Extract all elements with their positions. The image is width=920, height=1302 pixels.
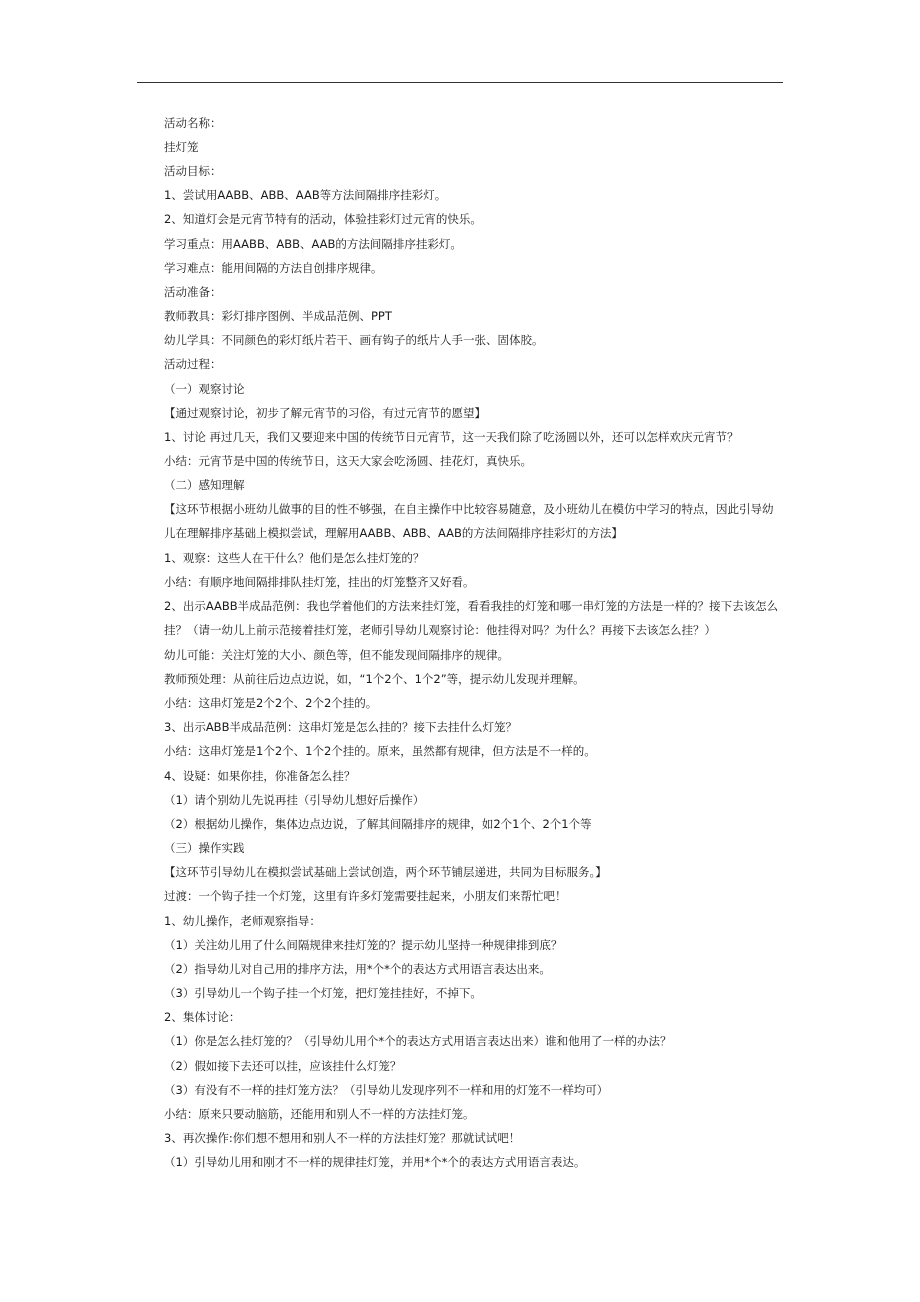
text-line: 过渡：一个钩子挂一个灯笼，这里有许多灯笼需要挂起来，小朋友们来帮忙吧！ [164,889,567,903]
text-line: （2）根据幼儿操作，集体边点边说，了解其间隔排序的规律，如2个1个、2个1个等 [164,817,592,831]
text-line: （一）观察讨论 [164,382,245,396]
text-line: 小结：元宵节是中国的传统节日，这天大家会吃汤圆、挂花灯，真快乐。 [164,454,532,468]
text-line: 挂灯笼 [164,140,199,154]
text-line: 活动过程： [164,357,222,371]
text-line: 活动准备： [164,285,222,299]
text-line: 【通过观察讨论，初步了解元宵节的习俗，有过元宵节的愿望】 [164,406,486,420]
text-line: 1、幼儿操作，老师观察指导： [164,914,321,928]
text-line: （1）请个别幼儿先说再挂（引导幼儿想好后操作） [164,793,425,807]
text-line: 教师教具：彩灯排序图例、半成品范例、PPT [164,309,392,323]
text-line: 1、讨论 再过几天，我们又要迎来中国的传统节日元宵节，这一天我们除了吃汤圆以外，还可以怎样欢庆元宵节？ [164,430,739,444]
text-paragraph: 2、出示AABB半成品范例：我也学着他们的方法来挂灯笼，看看我挂的灯笼和哪一串灯笼的方法是一样的？接下去该怎么挂？（请一幼儿上前示范接着挂灯笼，老师引导幼儿观察讨论：他挂得对吗？为什么？再接下去该怎么挂？） [164,599,779,638]
text-line: 4、设疑：如果你挂，你准备怎么挂？ [164,769,356,783]
text-line: 幼儿学具：不同颜色的彩灯纸片若干、画有钩子的纸片人手一张、固体胶。 [164,333,544,347]
text-line: 小结：这串灯笼是1个2个、1个2个挂的。原来，虽然都有规律，但方法是不一样的。 [164,744,596,758]
text-line: 活动目标： [164,164,222,178]
text-line: 学习难点：能用间隔的方法自创排序规律。 [164,261,383,275]
text-line: 【这环节引导幼儿在模拟尝试基础上尝试创造，两个环节铺层递进，共同为目标服务。】 [164,865,607,879]
text-line: （1）你是怎么挂灯笼的？（引导幼儿用个*个的表达方式用语言表达出来）谁和他用了一样的办法？ [164,1034,672,1048]
text-line: 1、观察：这些人在干什么？他们是怎么挂灯笼的？ [164,551,425,565]
text-paragraph: 【这环节根据小班幼儿做事的目的性不够强，在自主操作中比较容易随意，及小班幼儿在模仿中学习的特点，因此引导幼儿在理解排序基础上模拟尝试，理解用AABB、ABB、AAB的方法间隔排序挂彩灯的方法】 [164,502,774,541]
text-line: 小结：有顺序地间隔排排队挂灯笼，挂出的灯笼整齐又好看。 [164,575,475,589]
text-line: （2）假如接下去还可以挂，应该挂什么灯笼？ [164,1059,402,1073]
text-line: 教师预处理：从前往后边点边说，如，“1个2个、1个2”等，提示幼儿发现并理解。 [164,672,585,686]
header-rule [137,82,783,83]
text-line: （2）指导幼儿对自己用的排序方法，用*个*个的表达方式用语言表达出来。 [164,962,551,976]
text-line: 幼儿可能：关注灯笼的大小、颜色等，但不能发现间隔排序的规律。 [164,648,509,662]
text-line: （二）感知理解 [164,478,245,492]
text-line: 学习重点：用AABB、ABB、AAB的方法间隔排序挂彩灯。 [164,237,462,251]
text-line: 3、再次操作:你们想不想用和别人不一样的方法挂灯笼？那就试试吧！ [164,1131,521,1145]
text-line: 2、集体讨论： [164,1010,241,1024]
text-line: 活动名称： [164,116,222,130]
text-line: （三）操作实践 [164,841,245,855]
text-line: 2、知道灯会是元宵节特有的活动，体验挂彩灯过元宵的快乐。 [164,212,482,226]
text-line: 小结：原来只要动脑筋，还能用和别人不一样的方法挂灯笼。 [164,1107,475,1121]
text-line: （1）引导幼儿用和刚才不一样的规律挂灯笼，并用*个*个的表达方式用语言表达。 [164,1155,586,1169]
text-line: 小结：这串灯笼是2个2个、2个2个挂的。 [164,696,378,710]
text-line: （3）引导幼儿一个钩子挂一个灯笼，把灯笼挂挂好，不掉下。 [164,986,482,1000]
text-line: （3）有没有不一样的挂灯笼方法？（引导幼儿发现序列不一样和用的灯笼不一样均可） [164,1083,609,1097]
text-line: （1）关注幼儿用了什么间隔规律来挂灯笼的？提示幼儿坚持一种规律排到底？ [164,938,563,952]
text-line: 3、出示ABB半成品范例：这串灯笼是怎么挂的？接下去挂什么灯笼？ [164,720,517,734]
text-line: 1、尝试用AABB、ABB、AAB等方法间隔排序挂彩灯。 [164,188,447,202]
